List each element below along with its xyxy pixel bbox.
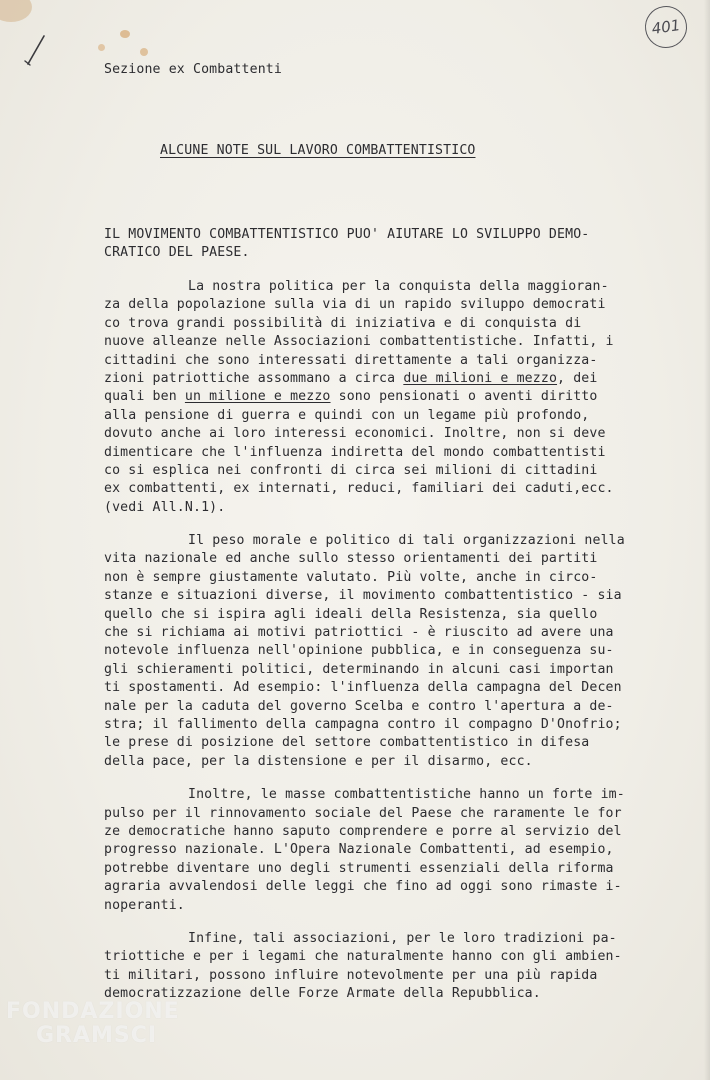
text-line: Infine, tali associazioni, per le loro tradizioni pa- bbox=[188, 930, 617, 946]
watermark-line: FONDAZIONE bbox=[6, 999, 180, 1024]
section-label: Sezione ex Combattenti bbox=[104, 62, 282, 77]
text-line: stanze e situazioni diverse, il movimento combattentistico - sia bbox=[104, 588, 622, 604]
text-segment: , dei bbox=[557, 370, 598, 386]
text-line: non è sempre giustamente valutato. Più volte, anche in circo- bbox=[104, 569, 598, 585]
paragraph bbox=[104, 930, 679, 1004]
text-line: notevole influenza nell'opinione pubblica, e in conseguenza su- bbox=[104, 643, 614, 659]
text-line: ti spostamenti. Ad esempio: l'influenza della campagna del Decen bbox=[104, 680, 622, 696]
text-line: La nostra politica per la conquista della maggioran- bbox=[188, 279, 609, 294]
text-line: pulso per il rinnovamento sociale del Paese che raramente le for bbox=[104, 805, 622, 821]
document-title: ALCUNE NOTE SUL LAVORO COMBATTENTISTICO bbox=[160, 143, 476, 158]
text-line: dimenticare che l'influenza indiretta del mondo combattentisti bbox=[104, 444, 606, 460]
archive-page-number: 401 bbox=[642, 3, 689, 50]
text-line: Il peso morale e politico di tali organizzazioni nella bbox=[188, 533, 625, 549]
text-segment: sono pensionati o aventi diritto bbox=[330, 389, 598, 405]
text-line: gli schieramenti politici, determinando in alcuni casi importan bbox=[104, 661, 614, 677]
text-line: ze democratiche hanno saputo comprendere e porre al servizio del bbox=[104, 823, 622, 839]
text-line: le prese di posizione del settore combattentistico in difesa bbox=[104, 735, 590, 751]
paper-stain bbox=[0, 0, 32, 22]
text-line: triottiche e per i legami che naturalmente hanno con gli ambien- bbox=[104, 949, 622, 965]
underlined-figure: un milione e mezzo bbox=[184, 389, 331, 405]
text-line: quello che si ispira agli ideali della Resistenza, sia quello bbox=[104, 606, 598, 622]
text-line: vita nazionale ed anche sullo stesso orientamenti dei partiti bbox=[104, 551, 598, 567]
text-line bbox=[104, 388, 679, 406]
paper-stain bbox=[120, 30, 130, 38]
watermark-line: GRAMSCI bbox=[36, 1023, 158, 1048]
text-line: dovuto anche ai loro interessi economici. Inoltre, non si deve bbox=[104, 426, 606, 442]
document-body bbox=[104, 278, 679, 1018]
paper-stain bbox=[140, 48, 148, 56]
text-segment: quali ben bbox=[104, 389, 185, 405]
paragraph bbox=[104, 532, 679, 771]
text-line: za della popolazione sulla via di un rapido sviluppo democrati bbox=[104, 297, 606, 313]
text-line: progresso nazionale. L'Opera Nazionale Combattenti, ad esempio, bbox=[104, 842, 614, 858]
paper-stain bbox=[98, 44, 105, 51]
text-line: co si esplica nei confronti di circa sei milioni di cittadini bbox=[104, 462, 598, 478]
text-line: ti militari, possono influire notevolmente per una più rapida bbox=[104, 967, 598, 983]
text-line: agraria avvalendosi delle leggi che fino ad oggi sono rimaste i- bbox=[104, 879, 622, 895]
text-line: che si richiama ai motivi patriottici - è riuscito ad avere una bbox=[104, 625, 614, 641]
text-line: cittadini che sono interessati direttamente a tali organizza- bbox=[104, 352, 598, 368]
section-heading bbox=[104, 226, 624, 262]
text-segment: zioni patriottiche assommano a circa bbox=[104, 370, 404, 386]
text-line: nale per la caduta del governo Scelba e contro l'apertura a de- bbox=[104, 698, 614, 714]
page-edge-shadow bbox=[704, 0, 710, 1080]
text-line: Inoltre, le masse combattentistiche hanno un forte im- bbox=[188, 787, 625, 803]
underlined-figure: due milioni e mezzo bbox=[403, 370, 558, 386]
paragraph bbox=[104, 786, 679, 915]
text-line: alla pensione di guerra e quindi con un legame più profondo, bbox=[104, 407, 590, 423]
text-line bbox=[104, 370, 679, 388]
text-line: democratizzazione delle Forze Armate della Repubblica. bbox=[104, 986, 541, 1002]
text-line: ex combattenti, ex internati, reduci, familiari dei caduti,ecc. bbox=[104, 481, 614, 497]
heading-line: IL MOVIMENTO COMBATTENTISTICO PUO' AIUTARE LO SVILUPPO DEMO- bbox=[104, 227, 590, 242]
paragraph bbox=[104, 278, 679, 517]
archive-watermark bbox=[6, 1000, 180, 1048]
text-line: potrebbe diventare uno degli strumenti essenziali della riforma bbox=[104, 860, 614, 876]
text-line: noperanti. bbox=[104, 897, 185, 913]
text-line: (vedi All.N.1). bbox=[104, 499, 226, 515]
text-line: nuove alleanze nelle Associazioni combattentistiche. Infatti, i bbox=[104, 334, 614, 350]
heading-line: CRATICO DEL PAESE. bbox=[104, 245, 250, 260]
text-line: della pace, per la distensione e per il disarmo, ecc. bbox=[104, 753, 533, 769]
text-line: co trova grandi possibilità di iniziativa e di conquista di bbox=[104, 315, 582, 331]
pencil-mark-icon bbox=[22, 34, 50, 74]
text-line: stra; il fallimento della campagna contro il compagno D'Onofrio; bbox=[104, 716, 622, 732]
